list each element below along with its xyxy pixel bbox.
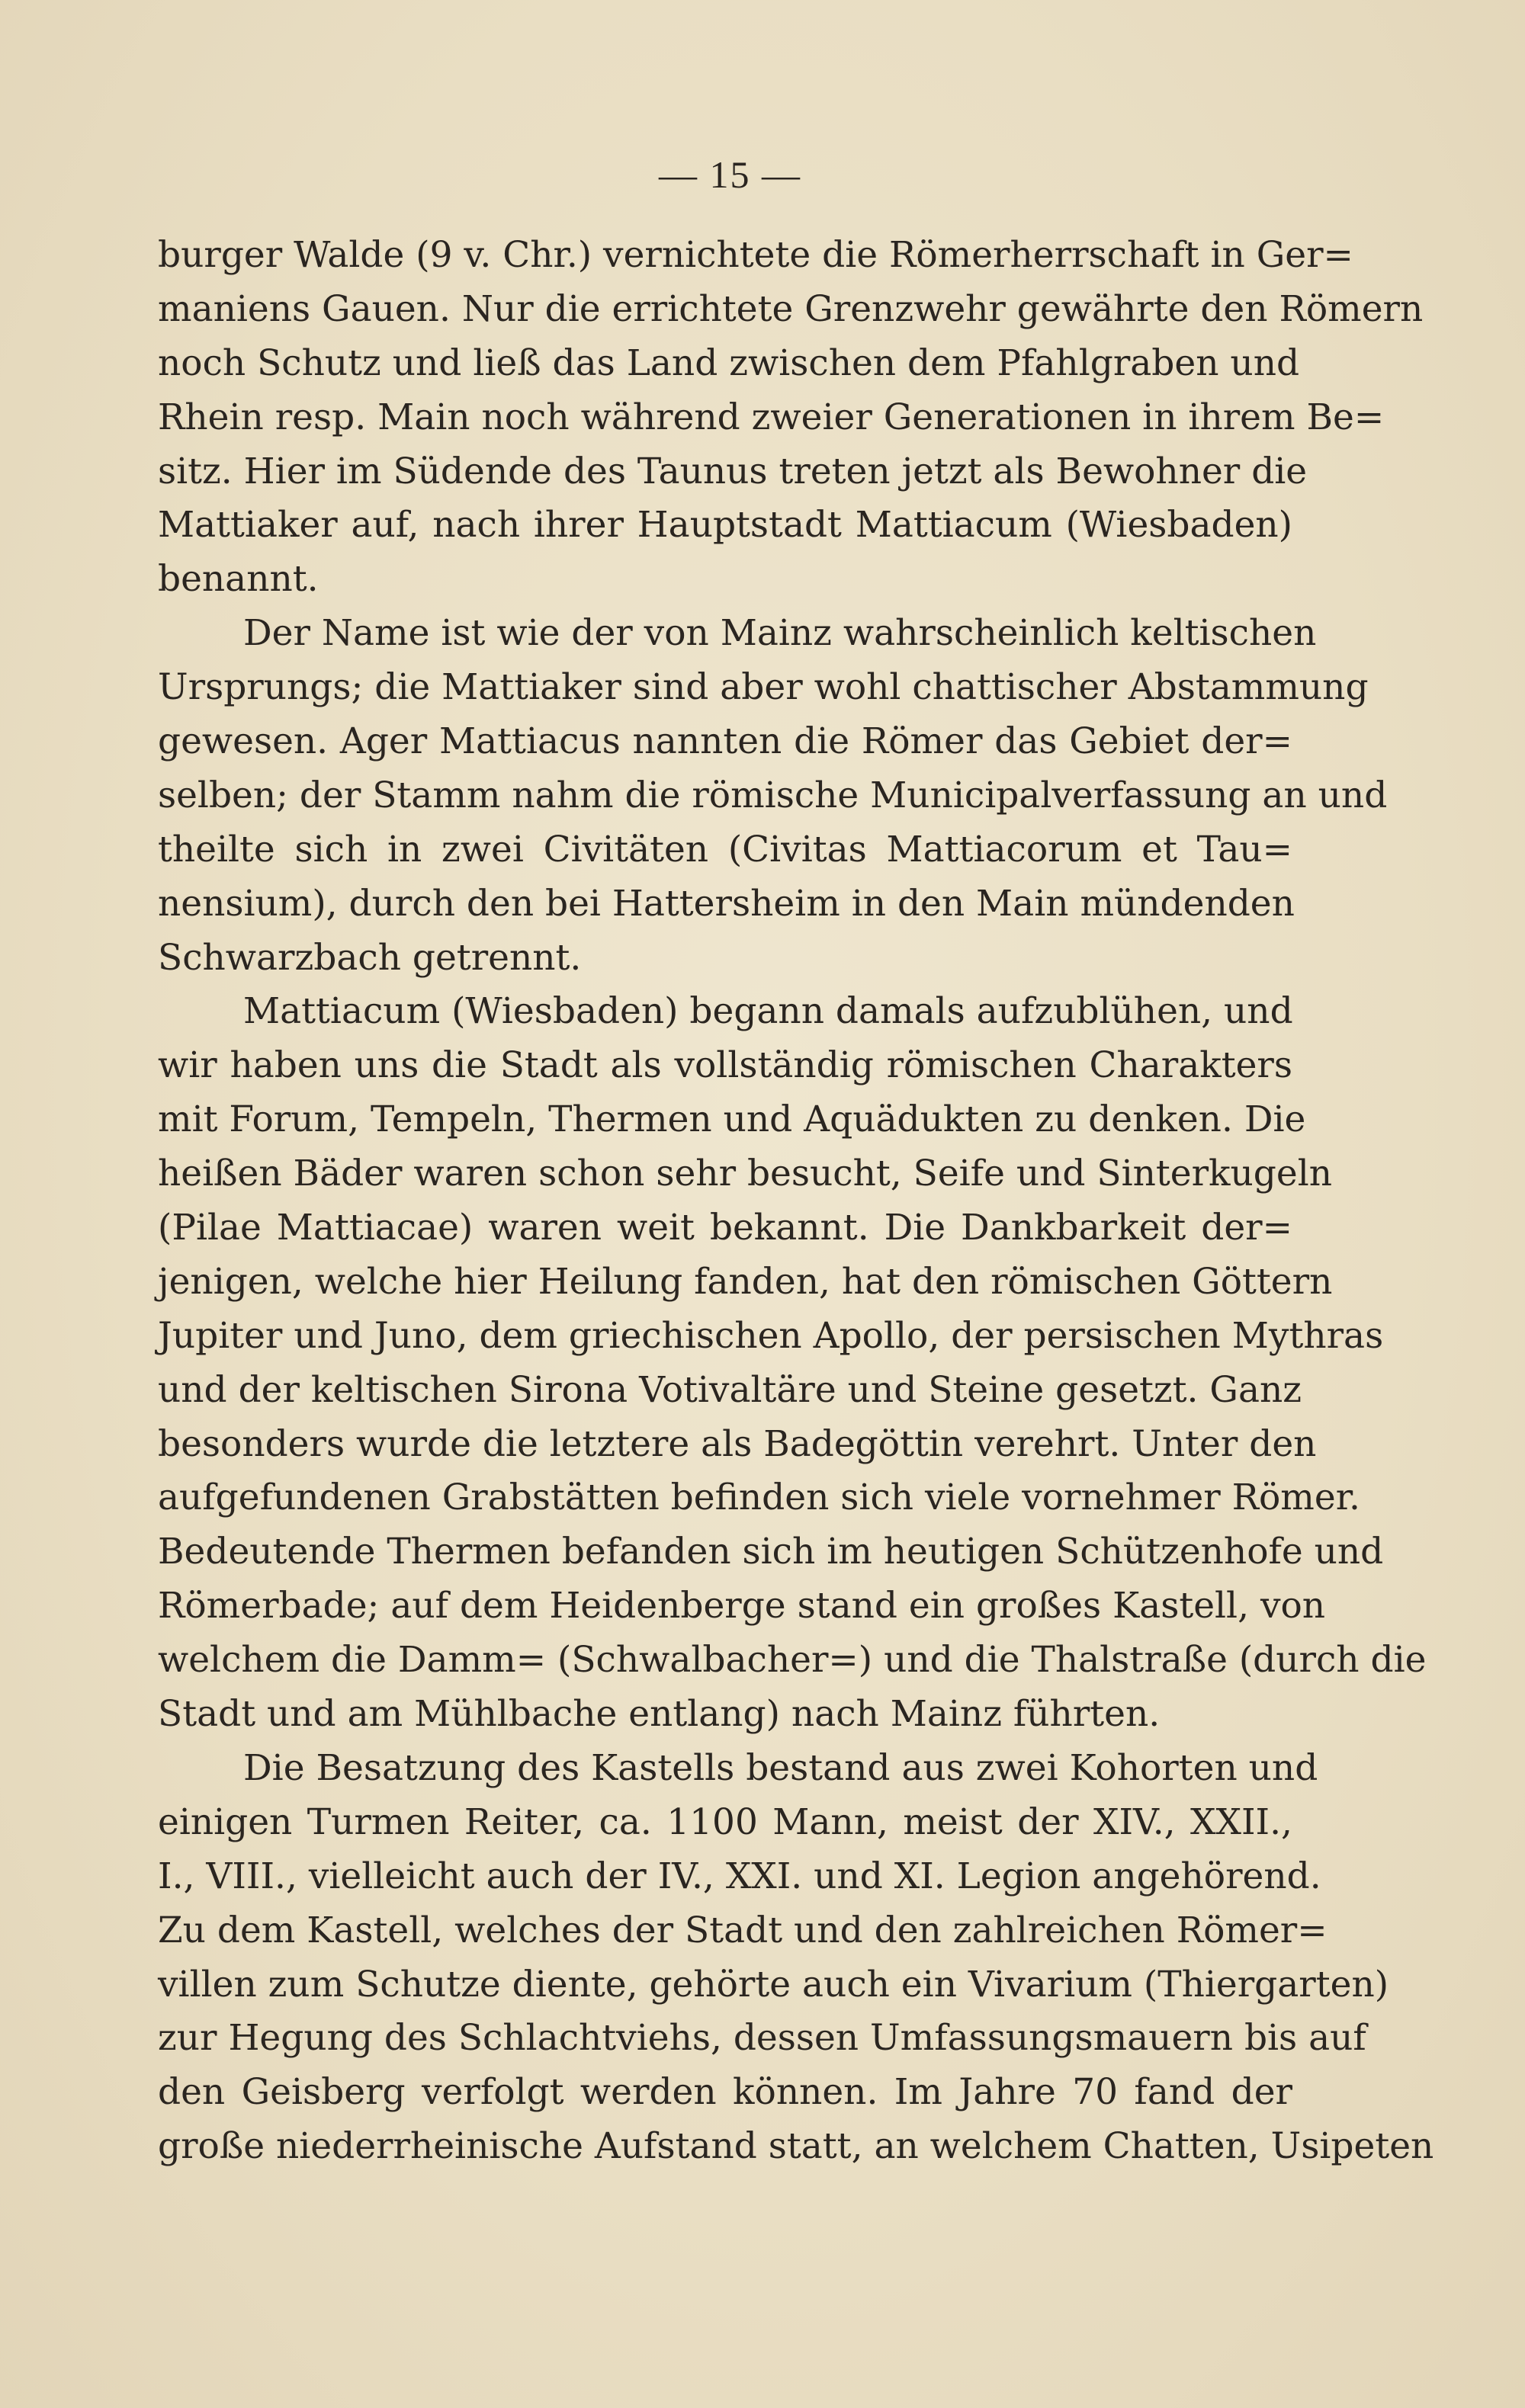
text-line: theilte sich in zwei Civitäten (Civitas Mattiacorum et Tau= (158, 828, 1292, 871)
text-line: I., VIII., vielleicht auch der IV., XXI. und XI. Legion angehörend. (158, 1855, 1321, 1897)
text-line: heißen Bäder waren schon sehr besucht, Seife und Sinterkugeln (158, 1153, 1333, 1195)
text-line: (Pilae Mattiacae) waren weit bekannt. Die Dankbarkeit der= (158, 1207, 1292, 1249)
text-line: selben; der Stamm nahm die römische Municipalverfassung an und (158, 774, 1388, 816)
text-line: aufgefundenen Grabstätten befinden sich viele vornehmer Römer. (158, 1477, 1360, 1519)
body-text (158, 229, 1434, 2174)
text-line: villen zum Schutze diente, gehörte auch ein Vivarium (Thiergarten) (158, 1963, 1389, 2006)
text-line: Der Name ist wie der von Mainz wahrscheinlich keltischen (243, 612, 1317, 655)
text-line: große niederrheinische Aufstand statt, an welchem Chatten, Usipeten (158, 2125, 1434, 2168)
text-line: gewesen. Ager Mattiacus nannten die Römer das Gebiet der= (158, 720, 1292, 763)
text-line: Jupiter und Juno, dem griechischen Apollo, der persischen Mythras (158, 1314, 1384, 1357)
text-line: Mattiacum (Wiesbaden) begann damals aufzublühen, und (243, 990, 1293, 1033)
text-line: sitz. Hier im Südende des Taunus treten jetzt als Bewohner die (158, 450, 1308, 492)
text-line: nensium), durch den bei Hattersheim in den Main mündenden (158, 882, 1295, 925)
text-line: noch Schutz und ließ das Land zwischen dem Pfahlgraben und (158, 341, 1300, 384)
text-line: Die Besatzung des Kastells bestand aus zwei Kohorten und (243, 1746, 1318, 1789)
text-line: Römerbade; auf dem Heidenberge stand ein großes Kastell, von (158, 1585, 1326, 1627)
text-line: besonders wurde die letztere als Badegöttin verehrt. Unter den (158, 1422, 1317, 1465)
text-line: mit Forum, Tempeln, Thermen und Aquädukten zu denken. Die (158, 1098, 1306, 1141)
text-line: und der keltischen Sirona Votivaltäre und Steine gesetzt. Ganz (158, 1368, 1302, 1411)
text-line: den Geisberg verfolgt werden können. Im Jahre 70 fand der (158, 2071, 1292, 2114)
text-line: burger Walde (9 v. Chr.) vernichtete die Römerherrschaft in Ger= (158, 234, 1353, 276)
text-line: Zu dem Kastell, welches der Stadt und den zahlreichen Römer= (158, 1909, 1328, 1951)
text-line: wir haben uns die Stadt als vollständig römischen Charakters (158, 1044, 1292, 1087)
page-number: — 15 — (659, 153, 801, 196)
text-line: Ursprungs; die Mattiaker sind aber wohl chattischer Abstammung (158, 666, 1369, 709)
text-line: Mattiaker auf, nach ihrer Hauptstadt Mattiacum (Wiesbaden) (158, 504, 1292, 547)
text-line: Stadt und am Mühlbache entlang) nach Mainz führten. (158, 1693, 1161, 1736)
text-line: jenigen, welche hier Heilung fanden, hat den römischen Göttern (158, 1260, 1333, 1303)
text-line: welchem die Damm= (Schwalbacher=) und die Thalstraße (durch die (158, 1639, 1427, 1682)
text-line: einigen Turmen Reiter, ca. 1100 Mann, meist der XIV., XXII., (158, 1800, 1292, 1843)
text-line: Schwarzbach getrennt. (158, 936, 582, 979)
text-line: maniens Gauen. Nur die errichtete Grenzwehr gewährte den Römern (158, 287, 1424, 330)
text-line: Rhein resp. Main noch während zweier Generationen in ihrem Be= (158, 396, 1385, 438)
text-line: benannt. (158, 558, 319, 601)
text-line: zur Hegung des Schlachtviehs, dessen Umfassungsmauern bis auf (158, 2017, 1366, 2060)
text-line: Bedeutende Thermen befanden sich im heutigen Schützenhofe und (158, 1531, 1384, 1573)
